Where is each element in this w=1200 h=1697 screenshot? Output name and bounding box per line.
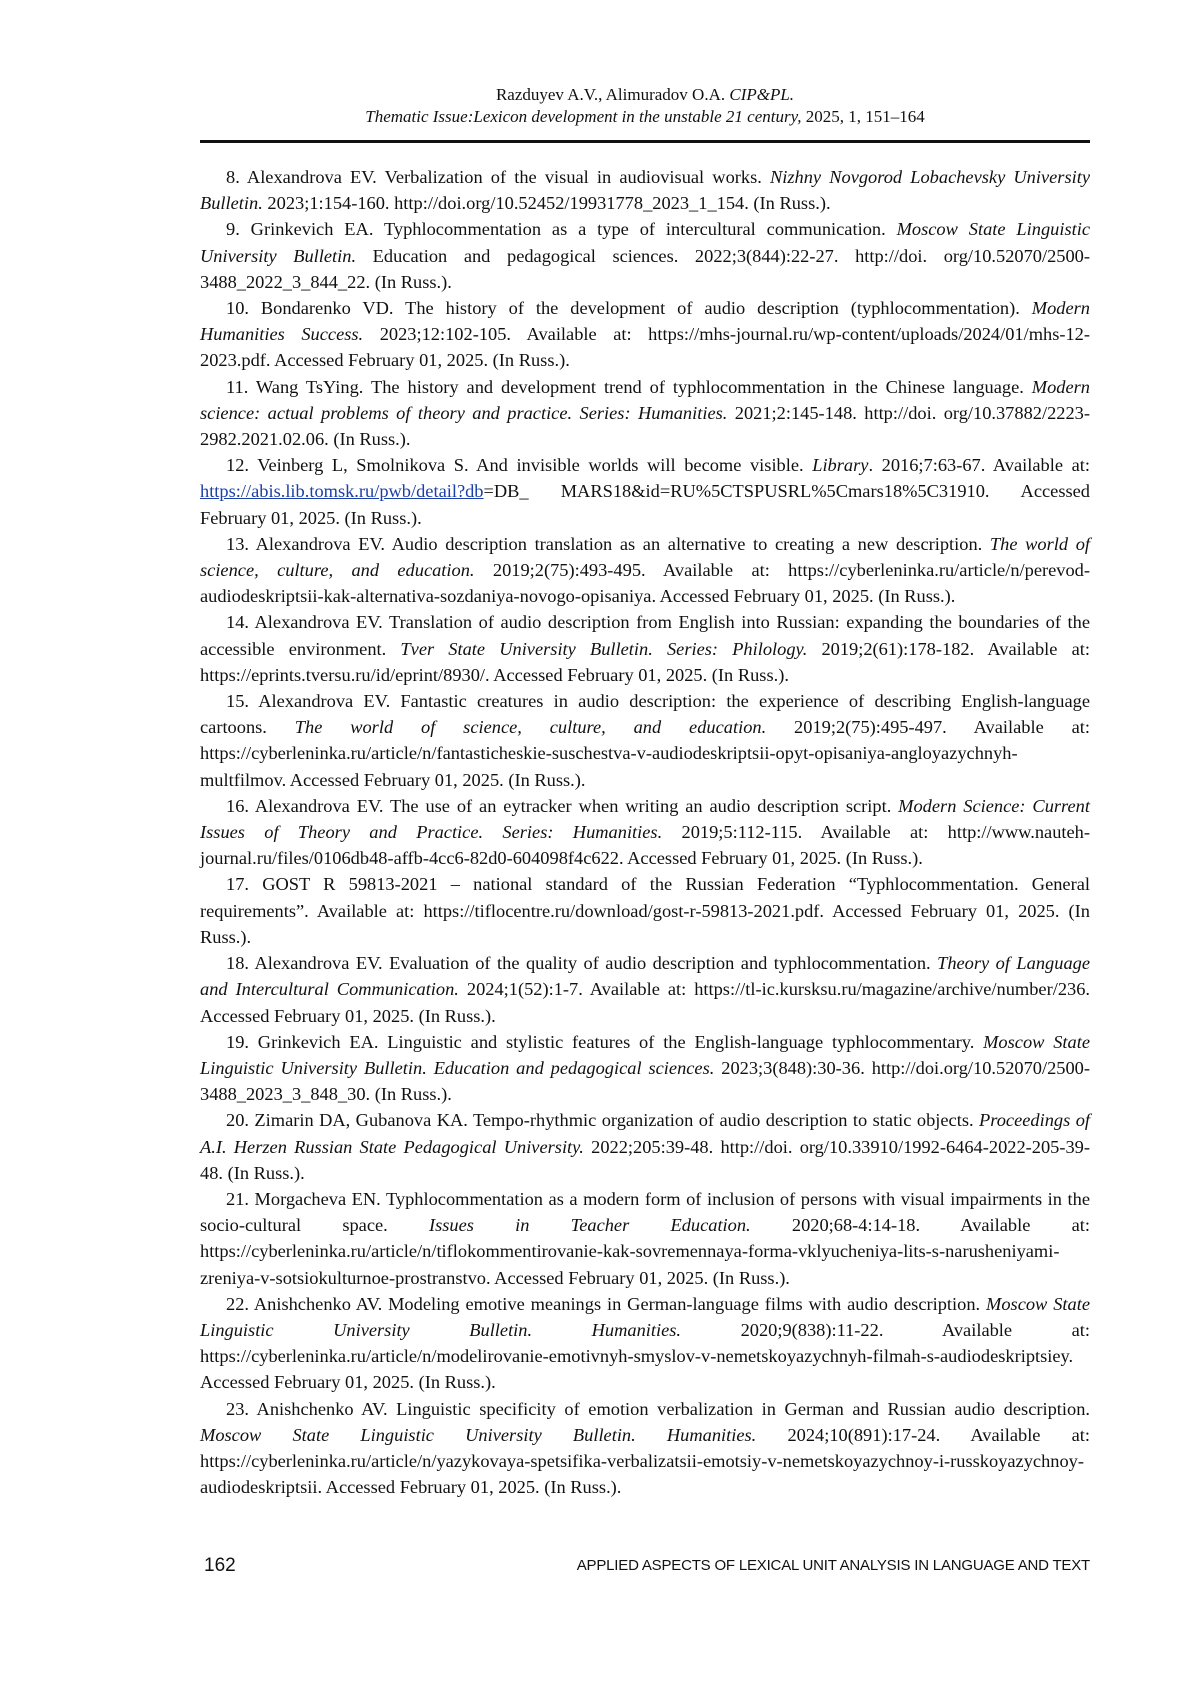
- header-issue-line: [200, 106, 1090, 128]
- header-divider: [200, 140, 1090, 143]
- reference-text: 21. Morgacheva EN. Typhlocommentation as a modern form of inclusion of persons with visual impairments in the socio-cultural space.: [200, 1188, 1090, 1236]
- header-journal-abbr: CIP&PL.: [729, 85, 795, 104]
- reference-text: 14. Alexandrova EV. Translation of audio description from English into Russian: expanding the boundaries of the accessible environment.: [200, 612, 1090, 659]
- reference-text: 10. Bondarenko VD. The history of the development of audio description (typhlocommentation).: [226, 298, 1032, 319]
- footer-running-title: APPLIED ASPECTS OF LEXICAL UNIT ANALYSIS IN LANGUAGE AND TEXT: [576, 1557, 1090, 1574]
- reference-text: 22. Anishchenko AV. Modeling emotive meanings in German-language films with audio description.: [226, 1293, 987, 1314]
- reference-entry: [200, 950, 1090, 1029]
- reference-text: 2020;68-4:14-18. Available at: https://cyberleninka.ru/article/n/tiflokommentirovanie-kak-sovremennaya-forma-vklyucheniya-lits-s-narusheniyami-zreniya-v-sotsiokulturnoe-prostranstvo. Accessed February 01, 2025. (In Russ.).: [200, 1215, 1090, 1288]
- reference-text: 2019;2(75):495-497. Available at: https://cyberleninka.ru/article/n/fantasticheskie-suschestva-v-audiodeskriptsii-opyt-opisaniya-angloyazychnyh-multfilmov. Accessed February 01, 2025. (In Russ.).: [200, 717, 1090, 790]
- reference-text: =DB_ MARS18&id=RU%5CTSPUSRL%5Cmars18%5C31910. Accessed February 01, 2025. (In Russ.).: [200, 481, 1090, 528]
- reference-text: . 2016;7:63-67. Available at:: [868, 455, 1090, 476]
- reference-source: The world of science, culture, and education.: [200, 533, 1091, 581]
- reference-link[interactable]: https://abis.lib.tomsk.ru/pwb/detail?db: [200, 481, 484, 502]
- reference-source: Issues in Teacher Education.: [428, 1215, 751, 1236]
- reference-entry: [200, 688, 1090, 793]
- reference-text: 16. Alexandrova EV. The use of an eytracker when writing an audio description script.: [226, 795, 899, 816]
- reference-text: 2020;9(838):11-22. Available at: https://cyberleninka.ru/article/n/modelirovanie-emotivnyh-smyslov-v-nemetskoyazychnyh-filmah-s-audiodeskriptsiey. Accessed February 01, 2025. (In Russ.).: [200, 1319, 1090, 1393]
- reference-text: Education and pedagogical sciences. 2022;3(844):22-27. http://doi. org/10.52070/2500-3488_2022_3_844_22. (In Russ.).: [200, 245, 1090, 292]
- reference-text: 2024;1(52):1-7. Available at: https://tl-ic.kursksu.ru/magazine/archive/number/236. Accessed February 01, 2025. (In Russ.).: [200, 979, 1091, 1026]
- reference-entry: [200, 1107, 1090, 1186]
- reference-text: 9. Grinkevich EA. Typhlocommentation as a type of intercultural communication.: [226, 219, 897, 240]
- reference-text: 20. Zimarin DA, Gubanova KA. Tempo-rhythmic organization of audio description to static objects.: [226, 1110, 980, 1131]
- reference-entry: [200, 1396, 1090, 1501]
- page-number: 162: [204, 1555, 236, 1576]
- reference-entry: [200, 531, 1090, 610]
- reference-source: Moscow State Linguistic University Bulletin. Humanities.: [200, 1293, 1090, 1340]
- reference-text: 2024;10(891):17-24. Available at: https://cyberleninka.ru/article/n/yazykovaya-spetsifika-verbalizatsii-emotsiy-v-nemetskoyazychnoy-i-russkoyazychnoy-audiodeskriptsii. Accessed February 01, 2025. (In Russ.).: [200, 1424, 1091, 1498]
- running-header: [200, 84, 1090, 128]
- reference-text: 2022;205:39-48. http://doi. org/10.33910/1992-6464-2022-205-39-48. (In Russ.).: [200, 1136, 1091, 1183]
- reference-source: Nizhny Novgorod Lobachevsky University Bulletin.: [200, 167, 1090, 214]
- reference-entry: [200, 871, 1090, 950]
- reference-entry: [200, 452, 1090, 531]
- reference-text: 2019;2(61):178-182. Available at: https://eprints.tversu.ru/id/eprint/8930/. Accessed February 01, 2025. (In Russ.).: [200, 638, 1090, 685]
- reference-source: Theory of Language and Intercultural Communication.: [200, 953, 1090, 1000]
- header-authors: Razduyev A.V., Alimuradov O.A.: [495, 85, 726, 104]
- page-footer: [200, 1555, 1090, 1581]
- reference-source: The world of science, culture, and education.: [294, 717, 767, 738]
- reference-text: 8. Alexandrova EV. Verbalization of the visual in audiovisual works.: [226, 167, 770, 187]
- reference-text: 2021;2:145-148. http://doi. org/10.37882/2223-2982.2021.02.06. (In Russ.).: [200, 402, 1090, 450]
- reference-text: 15. Alexandrova EV. Fantastic creatures in audio description: the experience of describing English-language cartoons.: [200, 691, 1090, 738]
- reference-text: 17. GOST R 59813-2021 – national standard of the Russian Federation “Typhlocommentation. General requirements”. Available at: https://tiflocentre.ru/download/gost-r-59813-2021.pdf. Accessed February 01, 2025. (In Russ.).: [200, 874, 1090, 947]
- header-issue-numbers: 2025, 1, 151–164: [805, 107, 925, 126]
- reference-entry: [200, 216, 1090, 295]
- reference-source: Proceedings of A.I. Herzen Russian State Pedagogical University.: [200, 1110, 1090, 1157]
- reference-source: Moscow State Linguistic University Bulletin.: [200, 219, 1090, 266]
- reference-text: 2023;3(848):30-36. http://doi.org/10.52070/2500-3488_2023_3_848_30. (In Russ.).: [200, 1057, 1090, 1105]
- reference-text: 11. Wang TsYing. The history and development trend of typhlocommentation in the Chinese language.: [226, 376, 1032, 397]
- reference-source: Modern Humanities Success.: [200, 298, 1090, 345]
- reference-entry: [200, 609, 1090, 688]
- reference-text: 2019;2(75):493-495. Available at: https://cyberleninka.ru/article/n/perevod-audiodeskriptsii-kak-alternativa-sozdaniya-novogo-opisaniya. Accessed February 01, 2025. (In Russ.).: [200, 560, 1090, 607]
- reference-entry: [200, 295, 1090, 374]
- reference-source: Moscow State Linguistic University Bulletin. Education and pedagogical sciences.: [200, 1031, 1090, 1078]
- reference-source: Modern Science: Current Issues of Theory and Practice. Series: Humanities.: [200, 795, 1090, 843]
- reference-text: 13. Alexandrova EV. Audio description translation as an alternative to creating a new description.: [226, 533, 990, 554]
- reference-text: 12. Veinberg L, Smolnikova S. And invisible worlds will become visible.: [226, 455, 813, 476]
- reference-text: 2023;1:154-160. http://doi.org/10.52452/19931778_2023_1_154. (In Russ.).: [262, 193, 831, 214]
- reference-list: [200, 164, 1090, 1500]
- reference-entry: [200, 164, 1090, 216]
- reference-source: Modern science: actual problems of theory and practice. Series: Humanities.: [200, 376, 1090, 423]
- header-citation-line: [200, 84, 1090, 106]
- reference-text: 18. Alexandrova EV. Evaluation of the quality of audio description and typhlocommentation.: [226, 953, 938, 974]
- header-issue-title: Thematic Issue:Lexicon development in the unstable 21 century,: [365, 107, 802, 126]
- reference-entry: [200, 1291, 1090, 1396]
- reference-text: 2023;12:102-105. Available at: https://mhs-journal.ru/wp-content/uploads/2024/01/mhs-12-2023.pdf. Accessed February 01, 2025. (In Russ.).: [200, 324, 1091, 371]
- reference-source: Library: [812, 455, 869, 476]
- reference-text: 19. Grinkevich EA. Linguistic and stylistic features of the English-language typhlocommentary.: [226, 1031, 984, 1052]
- reference-source: Moscow State Linguistic University Bulletin. Humanities.: [200, 1424, 757, 1445]
- reference-entry: [200, 1186, 1090, 1291]
- reference-source: Tver State University Bulletin. Series: Philology.: [400, 638, 808, 659]
- reference-text: 23. Anishchenko AV. Linguistic specificity of emotion verbalization in German and Russian audio description.: [226, 1398, 1090, 1419]
- reference-text: 2019;5:112-115. Available at: http://www.nauteh-journal.ru/files/0106db48-affb-4cc6-82d0-604098f4c622. Accessed February 01, 2025. (In Russ.).: [200, 822, 1090, 869]
- reference-entry: [200, 1029, 1090, 1108]
- reference-entry: [200, 793, 1090, 872]
- reference-entry: [200, 374, 1090, 453]
